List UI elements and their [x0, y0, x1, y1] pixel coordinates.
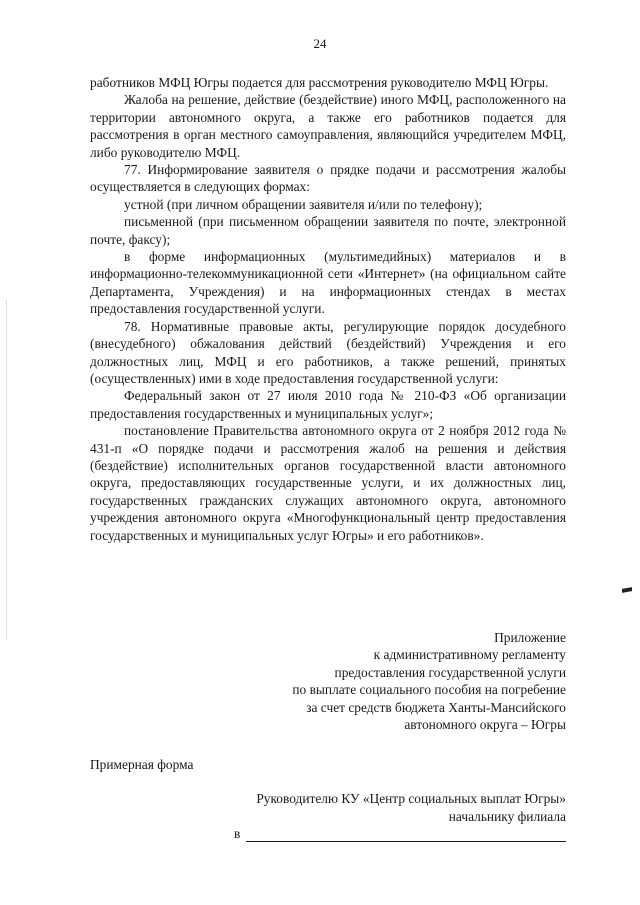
appendix-line: к административному регламенту [373, 647, 566, 663]
binding-margin-marks [6, 300, 9, 640]
branch-input-line [234, 826, 566, 842]
paragraph-78: 78. Нормативные правовые акты, регулирующие порядок досудебного (внесудебного) обжалования действий (бездействий) Учреждения и его должностных лиц, МФЦ и его работников, а также решений, принятых (осуществленных) ими в ходе предоставления государственной услуги: [90, 318, 566, 386]
paragraph-written-form: письменной (при письменном обращении заявителя по почте, электронной почте, факсу); [90, 214, 566, 247]
addressee-line: Руководителю КУ «Центр социальных выплат Югры» [256, 791, 566, 806]
sample-form-label: Примерная форма [90, 757, 194, 772]
appendix-line: автономного округа – Югры [404, 717, 566, 733]
paragraph-continuation: работников МФЦ Югры подается для рассмотрения руководителю МФЦ Югры. [90, 75, 549, 90]
paragraph-federal-law: Федеральный закон от 27 июля 2010 года № 210-ФЗ «Об организации предоставления государственных и муниципальных услуг»; [90, 388, 566, 421]
scan-artifact-mark [622, 587, 632, 593]
paragraph-complaint-other-mfc: Жалоба на решение, действие (бездействие) иного МФЦ, расположенного на территории автономного округа, а также его работников подается для рассмотрения в орган местного самоуправления, являющийся учредителем МФЦ, либо руководителю МФЦ. [90, 92, 566, 160]
body-text [90, 74, 566, 544]
paragraph-resolution: постановление Правительства автономного округа от 2 ноября 2012 года № 431-п «О порядке подачи и рассмотрения жалоб на решения и действия (бездействие) исполнительных органов государственной власти автономного округа, предоставляющих государственные услуги, и их должностных лиц, государственных гражданских служащих автономного округа, автономного учреждения автономного округа «Многофункциональный центр предоставления государственных и муниципальных услуг Югры» и его работников». [90, 423, 566, 543]
page-number: 24 [313, 36, 327, 51]
appendix-line: Приложение [494, 630, 566, 645]
paragraph-oral-form: устной (при личном обращении заявителя и/или по телефону); [124, 196, 483, 212]
addressee-line: начальнику филиала [448, 809, 566, 824]
appendix-line: по выплате социального пособия на погребение [292, 682, 566, 698]
in-prefix: в [234, 826, 241, 841]
appendix-line: предоставления государственной услуги [334, 664, 566, 680]
paragraph-77: 77. Информирование заявителя о прядке подачи и рассмотрения жалобы осуществляется в следующих формах: [90, 162, 566, 195]
branch-blank-field[interactable] [246, 829, 566, 842]
appendix-line: за счет средств бюджета Ханты-Мансийского [306, 699, 566, 715]
addressee-block [256, 790, 566, 826]
paragraph-multimedia-form: в форме информационных (мультимедийных) материалов и в информационно-телекоммуникационной сети «Интернет» (на официальном сайте Департамента, Учреждения) и на информационных стендах в местах предоставления государственной услуги. [90, 249, 566, 317]
appendix-block [236, 629, 566, 733]
